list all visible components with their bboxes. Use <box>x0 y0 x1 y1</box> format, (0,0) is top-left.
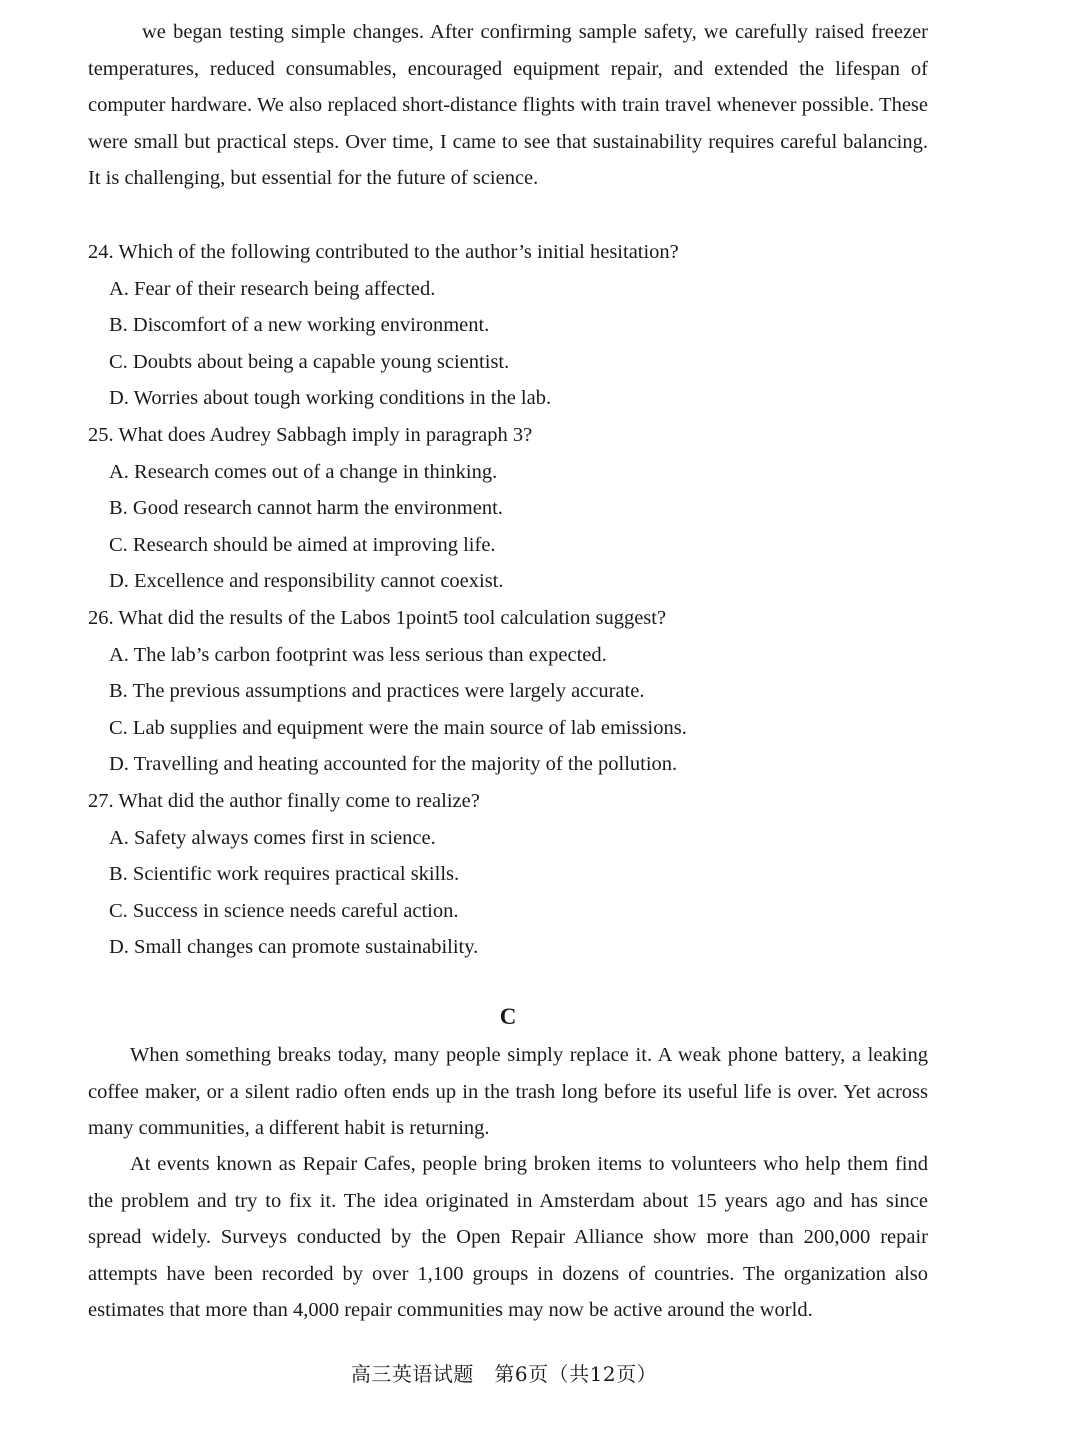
option-b: B. Discomfort of a new working environment. <box>109 314 490 337</box>
option-d: D. Worries about tough working conditions in the lab. <box>109 387 552 410</box>
section-heading-c: C <box>499 1004 517 1029</box>
page-footer: 高三英语试题 第6页（共12页） <box>350 1362 658 1386</box>
question-list <box>88 234 948 966</box>
option-b: B. The previous assumptions and practices were largely accurate. <box>109 680 645 703</box>
question-27 <box>88 783 948 966</box>
option-c: C. Lab supplies and equipment were the main source of lab emissions. <box>109 716 687 739</box>
question-24 <box>88 234 948 417</box>
option-a: A. Safety always comes first in science. <box>109 826 436 849</box>
question-stem: 27. What did the author finally come to realize? <box>88 789 480 812</box>
question-26 <box>88 600 948 783</box>
option-d: D. Travelling and heating accounted for the majority of the pollution. <box>109 753 678 776</box>
option-a: A. Fear of their research being affected. <box>109 277 436 300</box>
section-c-paragraph-2: At events known as Repair Cafes, people bring broken items to volunteers who help them find the problem and try to fix it. The idea originated in Amsterdam about 15 years ago and has since spread widely. Surveys conducted by the Open Repair Alliance show more than 200,000 repair attempts have been recorded by over 1,100 groups in dozens of countries. The organization also estimates that more than 4,000 repair communities may now be active around the world. <box>88 1153 928 1322</box>
option-b: B. Good research cannot harm the environment. <box>109 497 503 520</box>
option-d: D. Excellence and responsibility cannot coexist. <box>109 570 504 593</box>
section-c-paragraph-1: When something breaks today, many people simply replace it. A weak phone battery, a leaking coffee maker, or a silent radio often ends up in the trash long before its useful life is over. Yet across many communities, a different habit is returning. <box>88 1044 928 1140</box>
question-stem: 26. What did the results of the Labos 1point5 tool calculation suggest? <box>88 606 667 629</box>
option-b: B. Scientific work requires practical skills. <box>109 863 460 886</box>
question-stem: 25. What does Audrey Sabbagh imply in paragraph 3? <box>88 423 533 446</box>
option-c: C. Success in science needs careful action. <box>109 899 459 922</box>
passage-b-final-paragraph: we began testing simple changes. After confirming sample safety, we carefully raised freezer temperatures, reduced consumables, encouraged equipment repair, and extended the lifespan of computer hardware. We also replaced short-distance flights with train travel whenever possible. These were small but practical steps. Over time, I came to see that sustainability requires careful balancing. It is challenging, but essential for the future of science. <box>88 21 928 190</box>
option-a: A. The lab’s carbon footprint was less serious than expected. <box>109 643 607 666</box>
option-c: C. Doubts about being a capable young scientist. <box>109 350 510 373</box>
question-stem: 24. Which of the following contributed to the author’s initial hesitation? <box>88 241 679 263</box>
option-c: C. Research should be aimed at improving life. <box>109 533 496 556</box>
option-d: D. Small changes can promote sustainability. <box>109 936 479 959</box>
question-25 <box>88 417 948 600</box>
option-a: A. Research comes out of a change in thinking. <box>109 460 498 483</box>
